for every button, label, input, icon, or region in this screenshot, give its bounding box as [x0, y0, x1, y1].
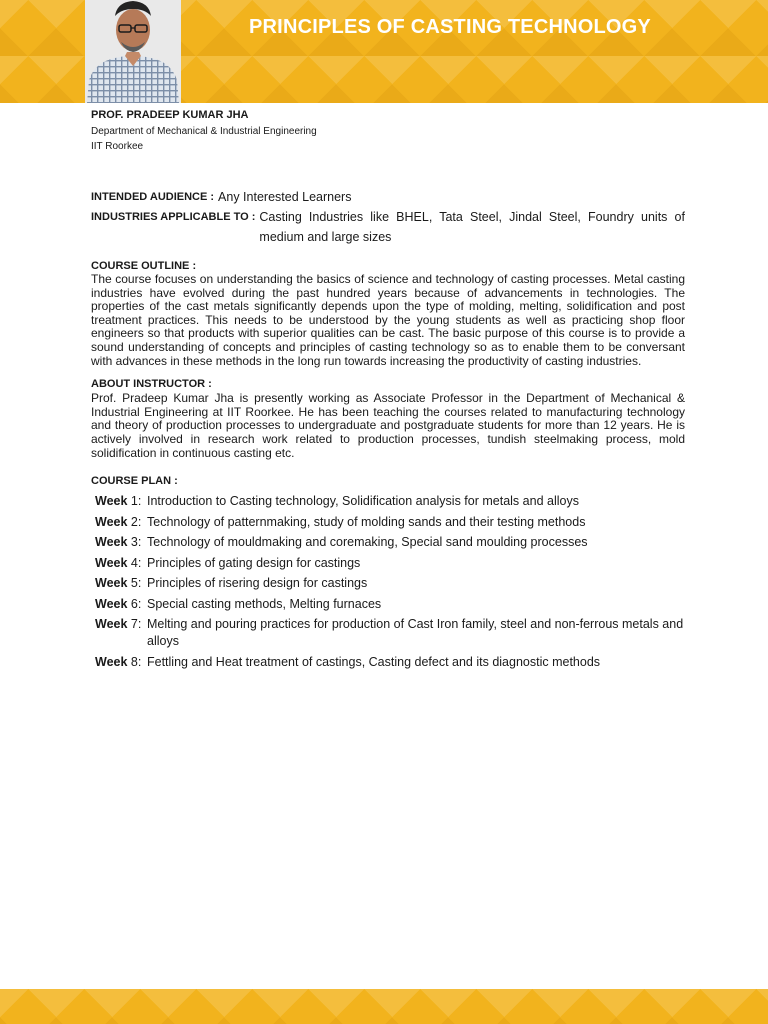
instructor-photo-image: [85, 0, 181, 103]
week-item: [91, 534, 685, 551]
week-item: [91, 493, 685, 510]
instructor-department: Department of Mechanical & Industrial Engineering: [91, 126, 317, 137]
instructor-name: PROF. PRADEEP KUMAR JHA: [91, 109, 249, 121]
instructor-photo: [85, 0, 181, 103]
footer-band: [0, 989, 768, 1024]
week-description: Melting and pouring practices for production of Cast Iron family, steel and non-ferrous metals and alloys: [147, 617, 684, 649]
audience-row: [91, 187, 685, 207]
instructor-institute: IIT Roorkee: [91, 141, 144, 152]
week-description: Fettling and Heat treatment of castings, Casting defect and its diagnostic methods: [147, 654, 601, 669]
week-description: Introduction to Casting technology, Solidification analysis for metals and alloys: [147, 494, 579, 509]
week-description: Technology of mouldmaking and coremaking, Special sand moulding processes: [147, 535, 588, 550]
industries-label: INDUSTRIES APPLICABLE TO :: [91, 211, 256, 223]
industries-value: Casting Industries like BHEL, Tata Steel, Jindal Steel, Foundry units of medium and large sizes: [259, 210, 685, 244]
week-label: Week 2:: [95, 514, 142, 529]
week-item: [91, 654, 685, 671]
week-item: [91, 575, 685, 592]
week-item: [91, 555, 685, 572]
audience-value: Any Interested Learners: [218, 190, 352, 204]
week-description: Principles of risering design for castings: [147, 576, 368, 591]
week-item: [91, 514, 685, 531]
week-description: Special casting methods, Melting furnaces: [147, 596, 382, 611]
week-label: Week 7:: [95, 617, 142, 632]
week-label: Week 5:: [95, 576, 142, 591]
course-plan-heading: COURSE PLAN :: [91, 475, 178, 488]
week-label: Week 1:: [95, 494, 142, 509]
course-outline-text: The course focuses on understanding the basics of science and technology of casting processes. Metal casting industries have evolved during the past hundred years because of advancements in technologies. The properties of the cast metals significantly depends upon the type of molding, melting, solidification and post treatment practices. This needs to be understood by the young students as well as practicing shop floor engineers so that products with superior qualities can be cast. The basic purpose of this course is to provide a sound understanding of concepts and principles of casting technology so as to enable them to be conversant with advances in these methods in the long run towards increasing the productivity of casting industries.: [91, 272, 685, 368]
main-content: [91, 109, 685, 674]
week-description: Technology of patternmaking, study of molding sands and their testing methods: [147, 514, 586, 529]
industries-row: [91, 207, 685, 247]
week-label: Week 4:: [95, 555, 142, 570]
audience-label: INTENDED AUDIENCE :: [91, 191, 215, 203]
week-label: Week 6:: [95, 596, 142, 611]
about-instructor-text: Prof. Pradeep Kumar Jha is presently working as Associate Professor in the Department of Mechanical & Industrial Engineering at IIT Roorkee. He has been teaching the courses related to manufacturing technology and theory of production processes to undergraduate and postgraduate students for more than 12 years. He is actively involved in research work related to production processes, tundish steelmaking process, mold solidification in continuous casting etc.: [91, 391, 685, 460]
week-label: Week 3:: [95, 535, 142, 550]
about-instructor-heading: ABOUT INSTRUCTOR :: [91, 378, 212, 391]
week-item: [91, 616, 685, 650]
week-description: Principles of gating design for castings: [147, 555, 361, 570]
course-title: PRINCIPLES OF CASTING TECHNOLOGY: [249, 16, 651, 38]
week-label: Week 8:: [95, 654, 142, 669]
week-item: [91, 596, 685, 613]
course-outline-heading: COURSE OUTLINE :: [91, 260, 197, 272]
